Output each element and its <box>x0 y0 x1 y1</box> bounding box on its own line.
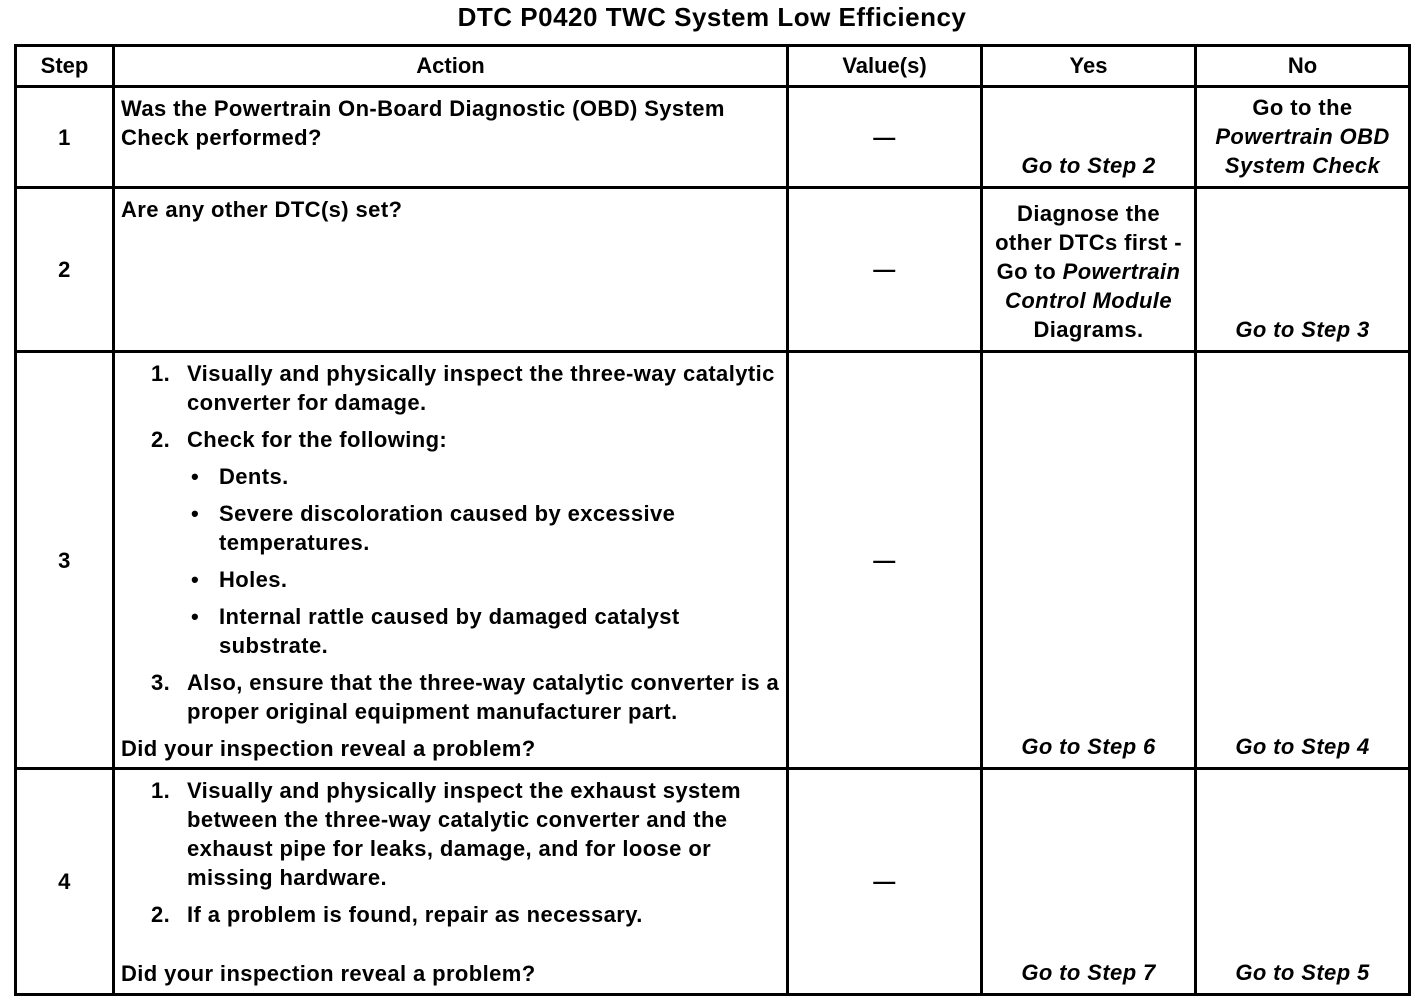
yes-link[interactable]: Go to Step 7 <box>982 769 1196 995</box>
no-link[interactable]: Powertrain OBD System Check <box>1215 124 1390 178</box>
list-item: 2. Check for the following: • Dents. • Severe discoloration caused by excessive temperatures. • Holes. • Internal rattle caused by damaged catalyst substrate. <box>121 425 780 660</box>
action-cell <box>114 769 788 995</box>
no-link[interactable]: Go to Step 3 <box>1196 188 1410 352</box>
list-item: 1. Visually and physically inspect the exhaust system between the three-way catalytic converter and the exhaust pipe for leaks, damage, and for loose or missing hardware. <box>151 778 741 890</box>
header-yes: Yes <box>982 46 1196 87</box>
diagnostic-table <box>14 44 1411 996</box>
list-item: 2. If a problem is found, repair as necessary. <box>151 902 643 927</box>
question-text: Did your inspection reveal a problem? <box>121 736 536 761</box>
step-number: 4 <box>16 769 114 995</box>
instruction-list <box>121 359 780 734</box>
yes-plain-text-2: Diagrams. <box>1033 317 1144 342</box>
bullet-item: • Severe discoloration caused by excessive temperatures. <box>191 501 676 555</box>
table-row <box>16 87 1410 188</box>
value-cell <box>788 769 982 995</box>
header-no: No <box>1196 46 1410 87</box>
no-link[interactable]: Go to Step 5 <box>1196 769 1410 995</box>
yes-plain-text: Diagnose the other DTCs first - Go to <box>995 201 1182 284</box>
yes-link[interactable]: Powertrain Control Module <box>1005 259 1181 313</box>
yes-link[interactable]: Go to Step 6 <box>982 352 1196 769</box>
question-text: Did your inspection reveal a problem? <box>121 961 536 986</box>
dash-value: — <box>873 124 896 150</box>
step-number: 3 <box>16 352 114 769</box>
list-item: 1. Visually and physically inspect the three-way catalytic converter for damage. <box>151 361 775 415</box>
no-cell[interactable] <box>1196 87 1410 188</box>
instruction-list <box>121 776 780 937</box>
bullet-item: • Holes. <box>191 567 288 592</box>
value-cell <box>788 352 982 769</box>
table-row <box>16 188 1410 352</box>
value-cell <box>788 188 982 352</box>
step-number: 1 <box>16 87 114 188</box>
yes-link[interactable]: Go to Step 2 <box>982 87 1196 188</box>
dash-value: — <box>873 257 896 282</box>
yes-cell[interactable] <box>982 188 1196 352</box>
table-row <box>16 769 1410 995</box>
header-row <box>16 46 1410 87</box>
dash-value: — <box>873 547 896 573</box>
action-text: Are any other DTC(s) set? <box>114 188 788 352</box>
no-plain-text: Go to the <box>1252 95 1353 120</box>
header-values: Value(s) <box>788 46 982 87</box>
action-cell <box>114 352 788 769</box>
dash-value: — <box>873 869 896 894</box>
step-number: 2 <box>16 188 114 352</box>
table-row <box>16 352 1410 769</box>
bullet-item: • Internal rattle caused by damaged catalyst substrate. <box>191 604 680 658</box>
page-title: DTC P0420 TWC System Low Efficiency <box>457 2 967 32</box>
bullet-list <box>187 462 780 660</box>
list-item: 3. Also, ensure that the three-way catalytic converter is a proper original equipment manufacturer part. <box>151 670 780 724</box>
header-step: Step <box>16 46 114 87</box>
header-action: Action <box>114 46 788 87</box>
action-text: Was the Powertrain On-Board Diagnostic (OBD) System Check performed? <box>114 87 788 188</box>
bullet-item: • Dents. <box>191 464 289 489</box>
value-cell <box>788 87 982 188</box>
no-link[interactable]: Go to Step 4 <box>1196 352 1410 769</box>
